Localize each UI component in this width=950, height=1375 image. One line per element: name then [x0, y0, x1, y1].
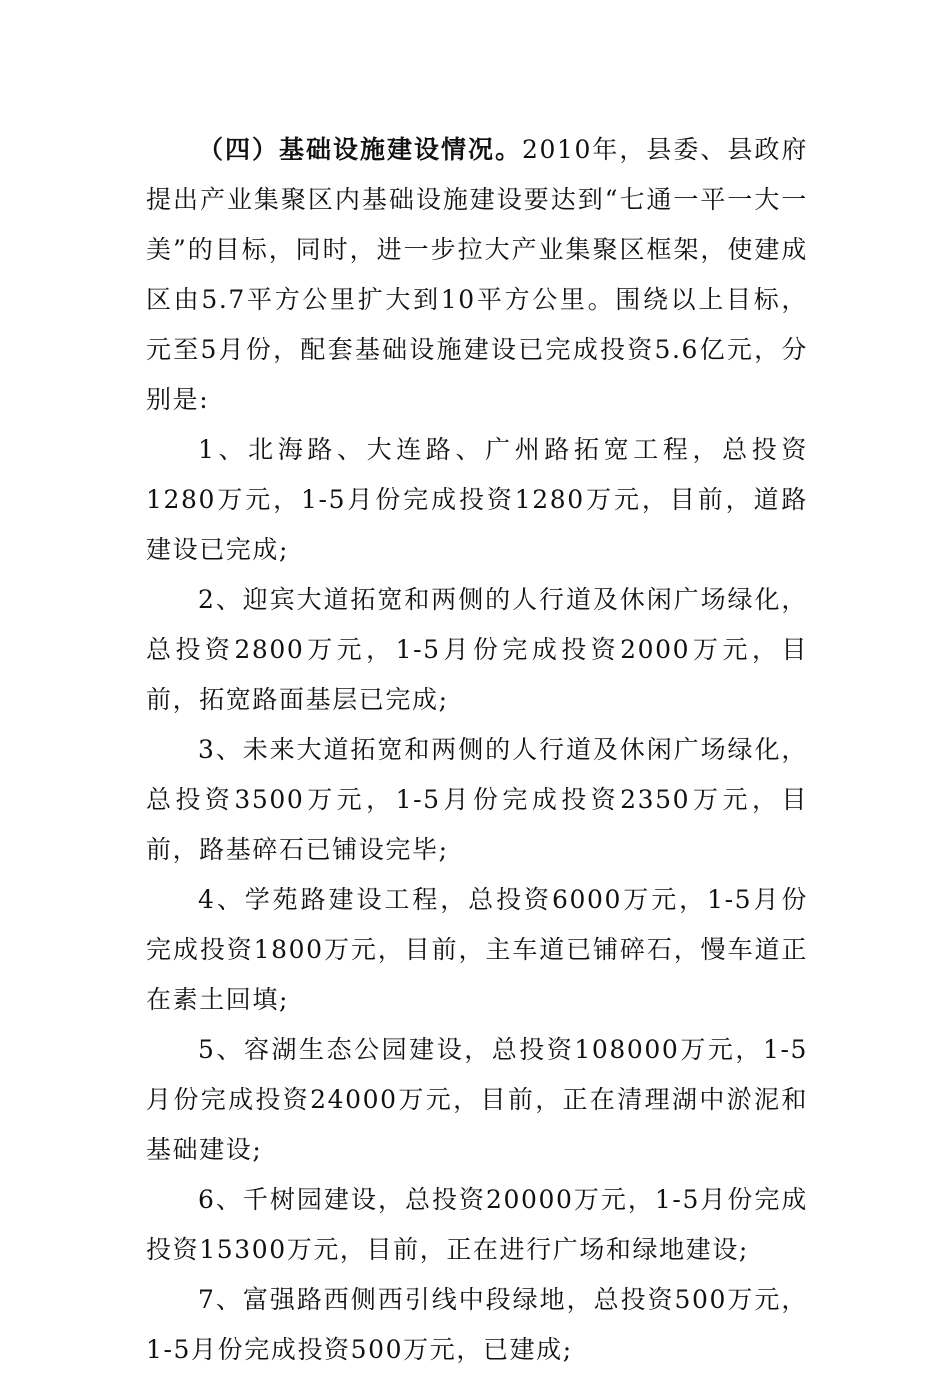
intro-text: 2010年，县委、县政府提出产业集聚区内基础设施建设要达到“七通一平一大一美”的目标，同时，进一步拉大产业集聚区框架，使建成区由5.7平方公里扩大到10平方公里。围绕以上目标，元至5月份，配套基础设施建设已完成投资5.6亿元，分别是:	[146, 135, 808, 414]
list-item: 1、北海路、大连路、广州路拓宽工程，总投资1280万元，1-5月份完成投资1280万元，目前，道路建设已完成;	[146, 435, 808, 564]
section-heading: （四）基础设施建设情况。	[198, 135, 522, 164]
list-item: 3、未来大道拓宽和两侧的人行道及休闲广场绿化，总投资3500万元，1-5月份完成投资2350万元，目前，路基碎石已铺设完毕;	[146, 735, 808, 864]
list-item: 6、千树园建设，总投资20000万元，1-5月份完成投资15300万元，目前，正在进行广场和绿地建设;	[146, 1185, 808, 1264]
list-item: 7、富强路西侧西引线中段绿地，总投资500万元，1-5月份完成投资500万元，已建成;	[146, 1285, 808, 1364]
intro-paragraph	[146, 125, 808, 425]
list-item: 5、容湖生态公园建设，总投资108000万元，1-5月份完成投资24000万元，目前，正在清理湖中淤泥和基础建设;	[146, 1035, 808, 1164]
list-item: 2、迎宾大道拓宽和两侧的人行道及休闲广场绿化，总投资2800万元，1-5月份完成投资2000万元，目前，拓宽路面基层已完成;	[146, 585, 808, 714]
document-body	[146, 125, 808, 1375]
list-item: 4、学苑路建设工程，总投资6000万元，1-5月份完成投资1800万元，目前，主车道已铺碎石，慢车道正在素土回填;	[146, 885, 808, 1014]
